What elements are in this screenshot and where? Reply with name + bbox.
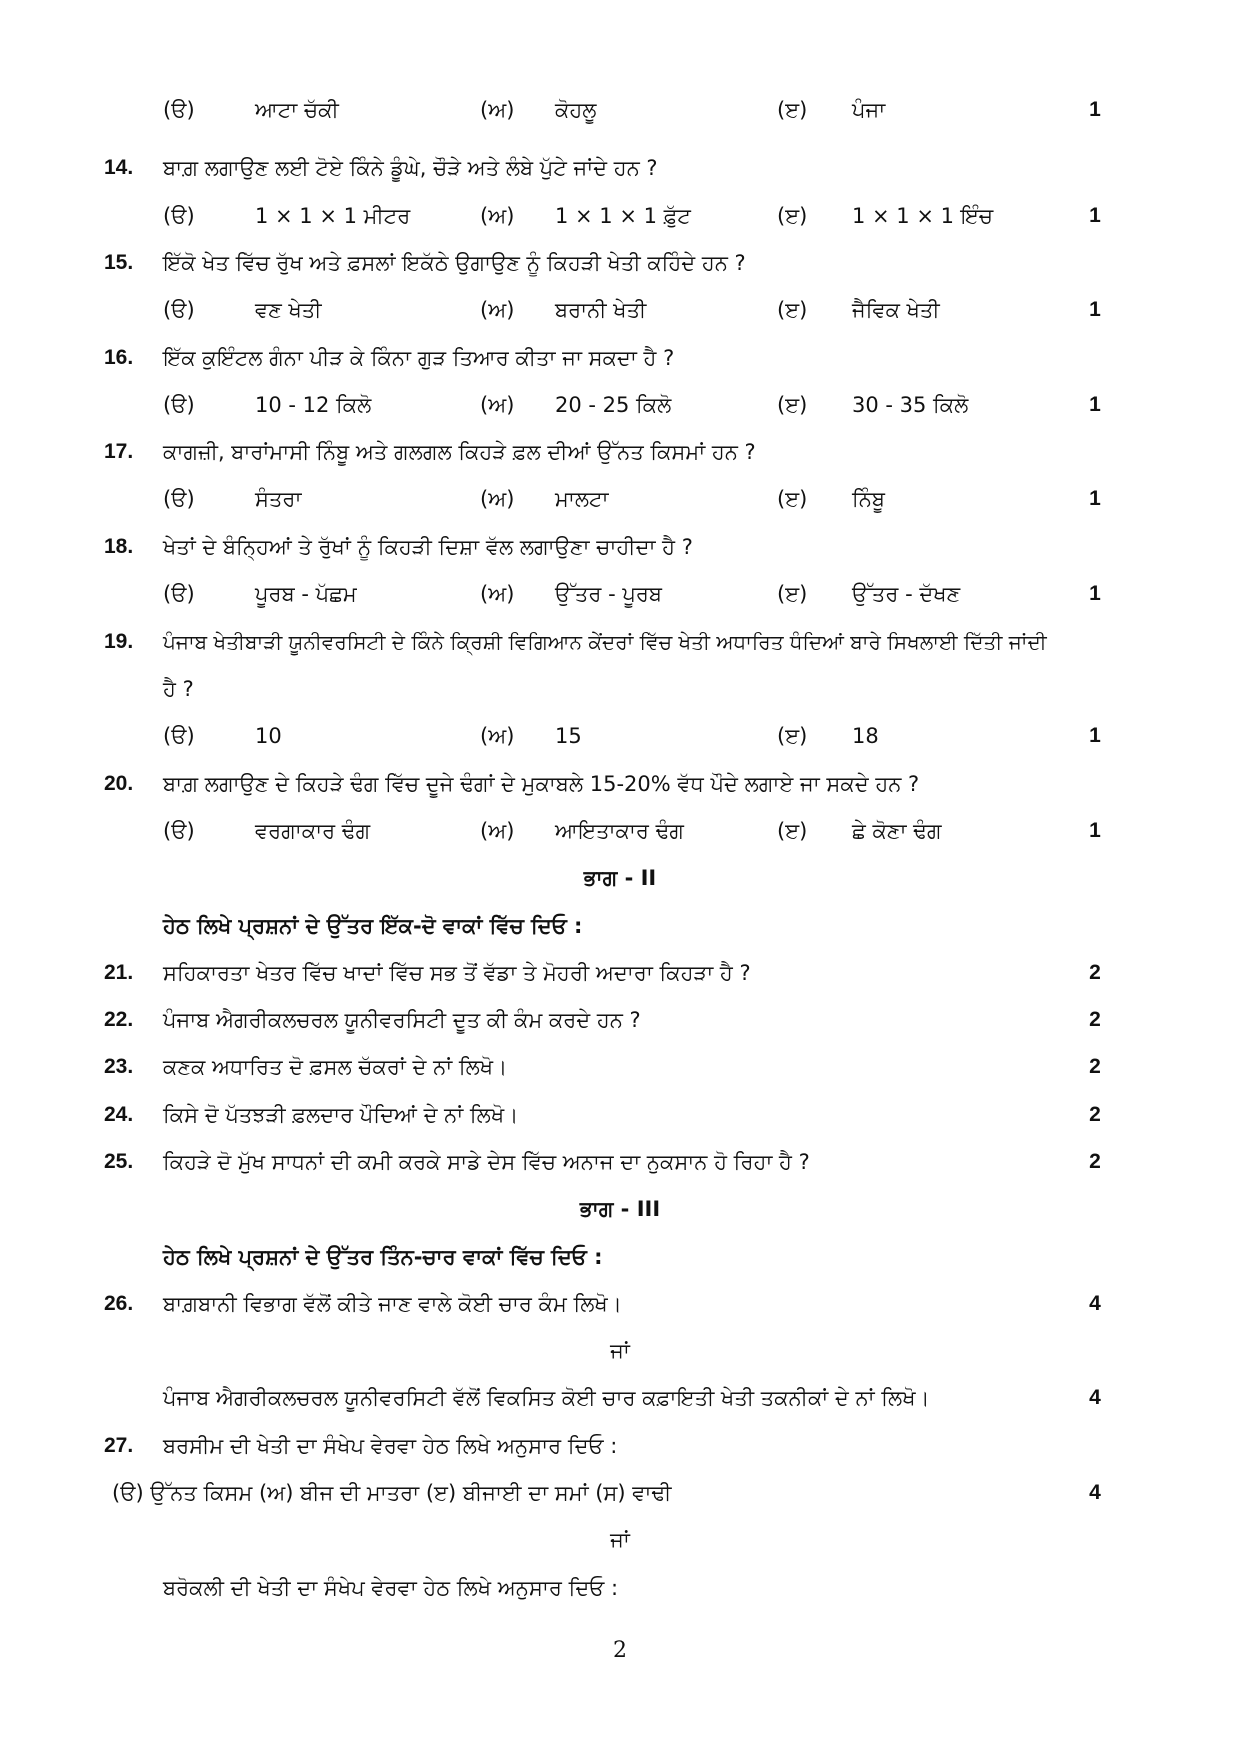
option-b: 15: [555, 724, 582, 748]
option-c: ਛੇ ਕੋਣਾ ਢੰਗ: [852, 819, 942, 843]
marks: 2: [1089, 1055, 1101, 1078]
question-number: 24.: [104, 1103, 134, 1126]
page-number: 2: [613, 1638, 627, 1663]
option-row: [0, 479, 1240, 519]
question-number: 18.: [104, 535, 134, 558]
question-text: ਇੱਕ ਕੁਇੰਟਲ ਗੰਨਾ ਪੀੜ ਕੇ ਕਿੰਨਾ ਗੁੜ ਤਿਆਰ ਕੀਤਾ ਜਾ ਸਕਦਾ ਹੈ ?: [163, 346, 675, 370]
question-row: [0, 1378, 1240, 1418]
option-label-c: (ੲ): [777, 724, 808, 748]
option-c: 18: [852, 724, 879, 748]
option-label-c: (ੲ): [777, 204, 808, 228]
question-row: [0, 527, 1240, 567]
question-row: [0, 622, 1240, 662]
question-text: ਕਿਸੇ ਦੋ ਪੱਤਝੜੀ ਫ਼ਲਦਾਰ ਪੌਦਿਆਂ ਦੇ ਨਾਂ ਲਿਖੋ।: [163, 1103, 519, 1127]
question-alt-text: ਬਰੋਕਲੀ ਦੀ ਖੇਤੀ ਦਾ ਸੰਖੇਪ ਵੇਰਵਾ ਹੇਠ ਲਿਖੇ ਅਨੁਸਾਰ ਦਿਓ :: [163, 1576, 619, 1600]
option-a: ਸੰਤਰਾ: [255, 487, 302, 511]
question-row: [0, 764, 1240, 804]
option-b: ਕੋਹਲੂ: [555, 98, 597, 122]
question-number: 25.: [104, 1150, 134, 1173]
question-number: 27.: [104, 1434, 134, 1457]
option-label-c: (ੲ): [777, 393, 808, 417]
question-text-line2: ਹੈ ?: [163, 677, 194, 701]
option-label-a: (ੳ): [163, 582, 195, 606]
question-row: [0, 1142, 1240, 1182]
question-number: 17.: [104, 440, 134, 463]
question-row: [0, 1473, 1240, 1513]
question-text: ਬਾਗ਼ ਲਗਾਉਣ ਦੇ ਕਿਹੜੇ ਢੰਗ ਵਿੱਚ ਦੂਜੇ ਢੰਗਾਂ ਦੇ ਮੁਕਾਬਲੇ 15-20% ਵੱਧ ਪੌਦੇ ਲਗਾਏ ਜਾ ਸਕਦੇ ਹਨ ?: [163, 772, 920, 796]
option-label-b: (ਅ): [480, 487, 515, 511]
question-alt-text: ਪੰਜਾਬ ਐਗਰੀਕਲਚਰਲ ਯੂਨੀਵਰਸਿਟੀ ਵੱਲੋਂ ਵਿਕਸਿਤ ਕੋਈ ਚਾਰ ਕਫ਼ਾਇਤੀ ਖੇਤੀ ਤਕਨੀਕਾਂ ਦੇ ਨਾਂ ਲਿਖੋ।: [163, 1386, 930, 1410]
or-row: [0, 1331, 1240, 1371]
option-row: [0, 716, 1240, 756]
option-c: ਜੈਵਿਕ ਖੇਤੀ: [852, 298, 940, 322]
question-number: 14.: [104, 156, 134, 179]
option-label-c: (ੲ): [777, 298, 808, 322]
question-number: 16.: [104, 346, 134, 369]
marks: 2: [1089, 1103, 1101, 1126]
option-b: ਉੱਤਰ - ਪੂਰਬ: [555, 582, 662, 606]
question-text-continued: [0, 669, 1240, 709]
option-row: [0, 385, 1240, 425]
question-text: ਸਹਿਕਾਰਤਾ ਖੇਤਰ ਵਿੱਚ ਖਾਦਾਂ ਵਿੱਚ ਸਭ ਤੋਂ ਵੱਡਾ ਤੇ ਮੋਹਰੀ ਅਦਾਰਾ ਕਿਹੜਾ ਹੈ ?: [163, 961, 751, 985]
section-heading-row: [0, 858, 1240, 898]
option-a: ਵਣ ਖੇਤੀ: [255, 298, 322, 322]
instruction-row: [0, 1237, 1240, 1277]
option-label-c: (ੲ): [777, 582, 808, 606]
option-b: ਮਾਲਟਾ: [555, 487, 609, 511]
option-label-c: (ੲ): [777, 98, 808, 122]
section-instruction: ਹੇਠ ਲਿਖੇ ਪ੍ਰਸ਼ਨਾਂ ਦੇ ਉੱਤਰ ਤਿੰਨ-ਚਾਰ ਵਾਕਾਂ ਵਿੱਚ ਦਿਓ :: [163, 1245, 603, 1269]
option-label-b: (ਅ): [480, 298, 515, 322]
marks: 1: [1089, 298, 1101, 321]
marks: 2: [1089, 961, 1101, 984]
question-number: 21.: [104, 961, 134, 984]
option-label-b: (ਅ): [480, 98, 515, 122]
question-row: [0, 338, 1240, 378]
option-label-c: (ੲ): [777, 819, 808, 843]
section-heading: ਭਾਗ - III: [579, 1197, 661, 1221]
section-instruction: ਹੇਠ ਲਿਖੇ ਪ੍ਰਸ਼ਨਾਂ ਦੇ ਉੱਤਰ ਇੱਕ-ਦੋ ਵਾਕਾਂ ਵਿੱਚ ਦਿਓ :: [163, 914, 583, 938]
question-text: ਖੇਤਾਂ ਦੇ ਬੰਨ੍ਹਿਆਂ ਤੇ ਰੁੱਖਾਂ ਨੂੰ ਕਿਹੜੀ ਦਿਸ਼ਾ ਵੱਲ ਲਗਾਉਣਾ ਚਾਹੀਦਾ ਹੈ ?: [163, 535, 693, 559]
instruction-row: [0, 906, 1240, 946]
section-heading-row: [0, 1189, 1240, 1229]
option-b: ਬਰਾਨੀ ਖੇਤੀ: [555, 298, 647, 322]
question-text: ਪੰਜਾਬ ਖੇਤੀਬਾੜੀ ਯੂਨੀਵਰਸਿਟੀ ਦੇ ਕਿੰਨੇ ਕ੍ਰਿਸ਼ੀ ਵਿਗਿਆਨ ਕੇਂਦਰਾਂ ਵਿੱਚ ਖੇਤੀ ਅਧਾਰਿਤ ਧੰਦਿਆਂ ਬਾਰੇ ਸਿਖਲਾਈ ਦਿੱਤੀ ਜਾਂਦੀ: [163, 630, 1047, 654]
marks: 1: [1089, 98, 1101, 121]
option-label-a: (ੳ): [163, 204, 195, 228]
option-label-a: (ੳ): [163, 819, 195, 843]
marks: 1: [1089, 204, 1101, 227]
marks: 1: [1089, 582, 1101, 605]
option-b: ਆਇਤਾਕਾਰ ਢੰਗ: [555, 819, 684, 843]
question-text: ਕਿਹੜੇ ਦੋ ਮੁੱਖ ਸਾਧਨਾਂ ਦੀ ਕਮੀ ਕਰਕੇ ਸਾਡੇ ਦੇਸ ਵਿੱਚ ਅਨਾਜ ਦਾ ਨੁਕਸਾਨ ਹੋ ਰਿਹਾ ਹੈ ?: [163, 1150, 810, 1174]
option-label-a: (ੳ): [163, 298, 195, 322]
option-c: 30 - 35 ਕਿਲੋ: [852, 393, 969, 417]
question-number: 20.: [104, 772, 134, 795]
option-b: 1 × 1 × 1 ਫ਼ੁੱਟ: [555, 204, 691, 228]
marks: 1: [1089, 819, 1101, 842]
or-row: [0, 1520, 1240, 1560]
marks: 4: [1089, 1481, 1101, 1504]
question-number: 22.: [104, 1008, 134, 1031]
option-label-b: (ਅ): [480, 204, 515, 228]
question-subparts: (ੳ) ਉੱਨਤ ਕਿਸਮ (ਅ) ਬੀਜ ਦੀ ਮਾਤਰਾ (ੲ) ਬੀਜਾਈ ਦਾ ਸਮਾਂ (ਸ) ਵਾਢੀ: [112, 1481, 672, 1505]
question-row: [0, 1000, 1240, 1040]
question-row: [0, 1095, 1240, 1135]
option-b: 20 - 25 ਕਿਲੋ: [555, 393, 672, 417]
option-a: 1 × 1 × 1 ਮੀਟਰ: [255, 204, 411, 228]
question-row: [0, 1568, 1240, 1608]
option-row: [0, 90, 1240, 130]
question-number: 19.: [104, 630, 134, 653]
option-label-b: (ਅ): [480, 393, 515, 417]
marks: 2: [1089, 1008, 1101, 1031]
option-row: [0, 574, 1240, 614]
marks: 2: [1089, 1150, 1101, 1173]
option-row: [0, 811, 1240, 851]
marks: 4: [1089, 1386, 1101, 1409]
option-row: [0, 196, 1240, 236]
option-label-a: (ੳ): [163, 487, 195, 511]
question-text: ਬਰਸੀਮ ਦੀ ਖੇਤੀ ਦਾ ਸੰਖੇਪ ਵੇਰਵਾ ਹੇਠ ਲਿਖੇ ਅਨੁਸਾਰ ਦਿਓ :: [163, 1434, 618, 1458]
marks: 4: [1089, 1292, 1101, 1315]
option-label-b: (ਅ): [480, 819, 515, 843]
option-label-b: (ਅ): [480, 724, 515, 748]
question-text: ਬਾਗ਼ਬਾਨੀ ਵਿਭਾਗ ਵੱਲੋਂ ਕੀਤੇ ਜਾਣ ਵਾਲੇ ਕੋਈ ਚਾਰ ਕੰਮ ਲਿਖੋ।: [163, 1292, 622, 1316]
option-c: ਨਿੰਬੂ: [852, 487, 885, 511]
option-a: ਆਟਾ ਚੱਕੀ: [255, 98, 339, 122]
option-a: 10: [255, 724, 282, 748]
option-label-b: (ਅ): [480, 582, 515, 606]
option-row: [0, 290, 1240, 330]
option-label-a: (ੳ): [163, 393, 195, 417]
question-row: [0, 1047, 1240, 1087]
marks: 1: [1089, 487, 1101, 510]
marks: 1: [1089, 724, 1101, 747]
option-label-a: (ੳ): [163, 98, 195, 122]
question-row: [0, 243, 1240, 283]
option-a: 10 - 12 ਕਿਲੋ: [255, 393, 372, 417]
option-a: ਪੂਰਬ - ਪੱਛਮ: [255, 582, 357, 606]
question-row: [0, 1284, 1240, 1324]
question-number: 23.: [104, 1055, 134, 1078]
option-a: ਵਰਗਾਕਾਰ ਢੰਗ: [255, 819, 371, 843]
question-number: 15.: [104, 251, 134, 274]
option-c: ਉੱਤਰ - ਦੱਖਣ: [852, 582, 961, 606]
question-text: ਕਣਕ ਅਧਾਰਿਤ ਦੋ ਫ਼ਸਲ ਚੱਕਰਾਂ ਦੇ ਨਾਂ ਲਿਖੋ।: [163, 1055, 508, 1079]
or-separator: ਜਾਂ: [610, 1339, 630, 1363]
option-c: 1 × 1 × 1 ਇੰਚ: [852, 204, 994, 228]
option-label-c: (ੲ): [777, 487, 808, 511]
option-c: ਪੰਜਾ: [852, 98, 886, 122]
option-label-a: (ੳ): [163, 724, 195, 748]
question-row: [0, 953, 1240, 993]
or-separator: ਜਾਂ: [610, 1528, 630, 1552]
question-number: 26.: [104, 1292, 134, 1315]
marks: 1: [1089, 393, 1101, 416]
section-heading: ਭਾਗ - II: [583, 866, 657, 890]
question-row: [0, 148, 1240, 188]
question-row: [0, 432, 1240, 472]
question-row: [0, 1426, 1240, 1466]
question-text: ਕਾਗਜ਼ੀ, ਬਾਰਾਂਮਾਸੀ ਨਿੰਬੂ ਅਤੇ ਗਲਗਲ ਕਿਹੜੇ ਫ਼ਲ ਦੀਆਂ ਉੱਨਤ ਕਿਸਮਾਂ ਹਨ ?: [163, 440, 756, 464]
question-text: ਇੱਕੋ ਖੇਤ ਵਿੱਚ ਰੁੱਖ ਅਤੇ ਫ਼ਸਲਾਂ ਇਕੱਠੇ ਉਗਾਉਣ ਨੂੰ ਕਿਹੜੀ ਖੇਤੀ ਕਹਿੰਦੇ ਹਨ ?: [163, 251, 746, 275]
question-text: ਬਾਗ਼ ਲਗਾਉਣ ਲਈ ਟੋਏ ਕਿੰਨੇ ਡੂੰਘੇ, ਚੌੜੇ ਅਤੇ ਲੰਬੇ ਪੁੱਟੇ ਜਾਂਦੇ ਹਨ ?: [163, 156, 658, 180]
question-text: ਪੰਜਾਬ ਐਗਰੀਕਲਚਰਲ ਯੂਨੀਵਰਸਿਟੀ ਦੂਤ ਕੀ ਕੰਮ ਕਰਦੇ ਹਨ ?: [163, 1008, 641, 1032]
